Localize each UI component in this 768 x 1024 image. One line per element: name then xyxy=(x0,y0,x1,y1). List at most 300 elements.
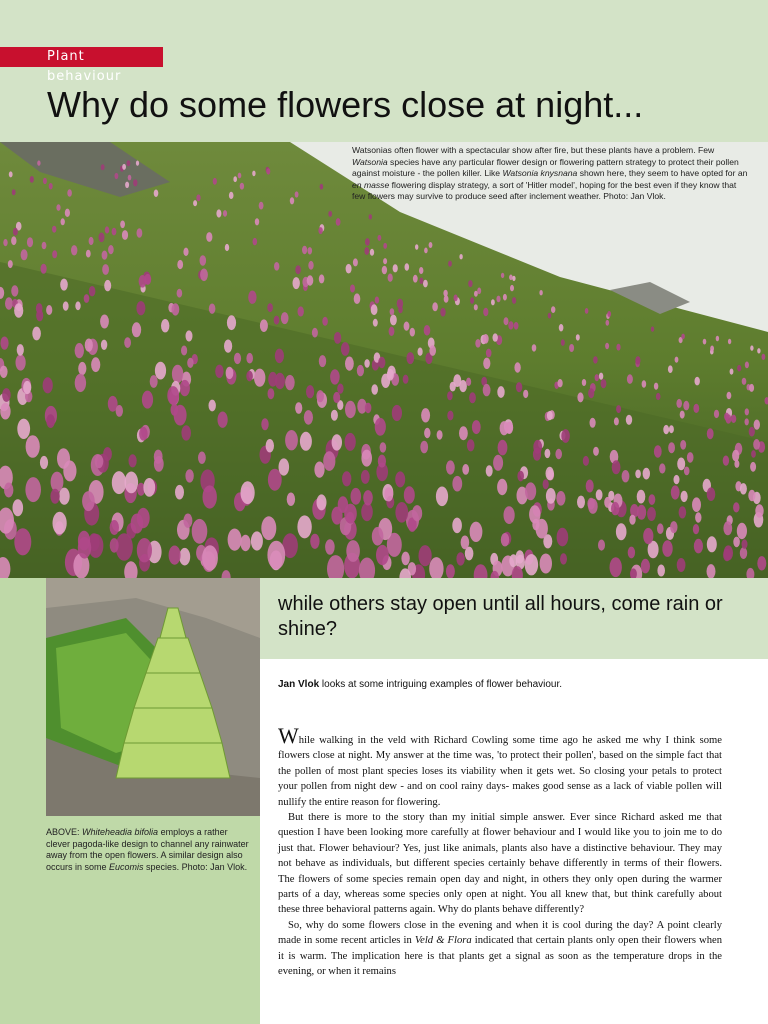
inset-caption: ABOVE: Whiteheadia bifolia employs a rather clever pagoda-like design to channel any rainwater away from the open flowers. A similar design also occurs in some Eucomis species. Photo: Jan Vlok. xyxy=(46,827,249,872)
flower-blossom xyxy=(403,375,409,384)
flower-blossom xyxy=(512,276,515,281)
flower-blossom xyxy=(576,334,580,340)
flower-blossom xyxy=(325,539,335,554)
flower-blossom xyxy=(509,554,517,567)
flower-blossom xyxy=(171,404,179,416)
flower-blossom xyxy=(493,333,498,341)
flower-blossom xyxy=(26,435,40,458)
flower-blossom xyxy=(612,460,621,474)
flower-blossom xyxy=(198,452,206,464)
flower-blossom xyxy=(643,528,653,544)
flower-blossom xyxy=(635,356,640,364)
flower-blossom xyxy=(63,301,69,310)
flower-blossom xyxy=(12,189,16,195)
flower-blossom xyxy=(468,280,472,287)
flower-blossom xyxy=(733,502,739,512)
flower-blossom xyxy=(728,339,731,344)
flower-blossom xyxy=(41,264,47,274)
flower-blossom xyxy=(304,410,313,425)
flower-blossom xyxy=(514,362,520,372)
flower-blossom xyxy=(742,539,748,549)
flower-blossom xyxy=(590,418,596,428)
flower-blossom xyxy=(126,160,130,166)
flower-blossom xyxy=(275,349,284,364)
flower-blossom xyxy=(505,422,513,434)
flower-blossom xyxy=(401,552,409,566)
flower-blossom xyxy=(365,403,372,414)
flower-blossom xyxy=(228,529,242,551)
flower-blossom xyxy=(651,326,654,331)
flower-blossom xyxy=(295,402,302,414)
flower-blossom xyxy=(670,521,677,533)
flower-blossom xyxy=(737,523,747,539)
flower-blossom xyxy=(375,418,386,436)
flower-blossom xyxy=(622,470,630,482)
flower-blossom xyxy=(693,524,699,534)
flower-blossom xyxy=(99,233,105,243)
flower-blossom xyxy=(8,260,13,268)
flower-blossom xyxy=(483,358,490,369)
flower-blossom xyxy=(627,374,633,384)
flower-blossom xyxy=(461,536,470,550)
flower-blossom xyxy=(112,471,126,494)
flower-blossom xyxy=(447,411,453,421)
flower-blossom xyxy=(657,565,665,577)
flower-blossom xyxy=(604,497,611,508)
flower-blossom xyxy=(714,410,719,418)
flower-blossom xyxy=(202,545,218,570)
flower-blossom xyxy=(100,315,109,329)
flower-blossom xyxy=(330,369,340,384)
flower-blossom xyxy=(50,489,59,504)
flower-blossom xyxy=(357,365,364,376)
flower-blossom xyxy=(104,280,111,291)
flower-blossom xyxy=(443,290,447,297)
flower-blossom xyxy=(607,311,611,317)
flower-blossom xyxy=(452,476,462,492)
flower-blossom xyxy=(13,228,18,236)
flower-blossom xyxy=(172,303,180,315)
flower-blossom xyxy=(233,176,237,182)
flower-blossom xyxy=(601,379,607,388)
flower-blossom xyxy=(295,191,299,197)
flower-blossom xyxy=(472,420,481,434)
flower-blossom xyxy=(213,178,217,185)
flower-blossom xyxy=(300,432,312,451)
article-body xyxy=(278,723,723,980)
flower-blossom xyxy=(762,354,766,360)
flower-blossom xyxy=(53,512,67,535)
flower-blossom xyxy=(216,209,221,217)
flower-blossom xyxy=(318,227,322,234)
flower-blossom xyxy=(16,354,26,370)
flower-blossom xyxy=(497,479,507,495)
flower-blossom xyxy=(755,504,763,517)
flower-blossom xyxy=(260,319,268,332)
flower-blossom xyxy=(200,269,208,282)
flower-blossom xyxy=(314,462,324,478)
flower-blossom xyxy=(274,316,280,325)
flower-blossom xyxy=(364,359,369,368)
flower-blossom xyxy=(0,337,8,350)
flower-blossom xyxy=(378,235,382,241)
flower-blossom xyxy=(512,297,516,304)
flower-blossom xyxy=(85,339,93,352)
flower-blossom xyxy=(558,379,563,387)
flower-blossom xyxy=(470,522,483,542)
flower-blossom xyxy=(447,391,453,400)
flower-blossom xyxy=(429,242,433,248)
flower-blossom xyxy=(25,477,41,502)
flower-blossom xyxy=(345,433,356,451)
flower-blossom xyxy=(259,202,264,210)
flower-blossom xyxy=(389,327,395,336)
flower-blossom xyxy=(745,418,749,425)
flower-blossom xyxy=(503,294,507,301)
flower-blossom xyxy=(61,218,65,225)
flower-blossom xyxy=(586,480,594,493)
flower-blossom xyxy=(206,232,212,242)
flower-blossom xyxy=(745,408,749,415)
flower-blossom xyxy=(46,305,52,315)
flower-blossom xyxy=(185,469,193,482)
flower-blossom xyxy=(407,352,415,364)
flower-blossom xyxy=(75,374,86,392)
flower-blossom xyxy=(287,493,295,506)
flower-blossom xyxy=(390,315,397,326)
flower-blossom xyxy=(373,319,378,327)
flower-blossom xyxy=(459,426,468,440)
flower-blossom xyxy=(333,392,340,403)
flower-blossom xyxy=(323,451,335,471)
flower-blossom xyxy=(161,319,169,332)
flower-blossom xyxy=(192,519,208,544)
flower-blossom xyxy=(681,334,685,340)
flower-blossom xyxy=(297,515,311,538)
flower-blossom xyxy=(404,322,410,331)
flower-blossom xyxy=(561,429,570,443)
flower-blossom xyxy=(637,490,646,504)
flower-blossom xyxy=(429,345,436,356)
flower-blossom xyxy=(227,315,236,330)
flower-blossom xyxy=(680,411,685,419)
flower-blossom xyxy=(588,388,594,398)
flower-blossom xyxy=(105,226,109,233)
flower-blossom xyxy=(551,306,555,313)
flower-blossom xyxy=(144,274,151,285)
flower-blossom xyxy=(412,505,422,521)
flower-blossom xyxy=(436,487,448,507)
flower-blossom xyxy=(179,548,190,566)
flower-blossom xyxy=(683,401,689,411)
flower-blossom xyxy=(120,221,125,229)
flower-blossom xyxy=(470,297,474,304)
flower-blossom xyxy=(52,250,57,258)
flower-blossom xyxy=(676,399,682,408)
flower-blossom xyxy=(23,381,31,394)
flower-blossom xyxy=(525,482,536,500)
flower-blossom xyxy=(410,328,415,337)
flower-blossom xyxy=(561,339,565,346)
flower-blossom xyxy=(498,440,508,456)
flower-blossom xyxy=(577,496,585,509)
flower-blossom xyxy=(737,365,741,372)
flower-blossom xyxy=(637,505,646,520)
flower-blossom xyxy=(707,487,716,501)
flower-blossom xyxy=(75,301,80,310)
flower-blossom xyxy=(509,275,513,281)
flower-blossom xyxy=(129,454,137,467)
flower-blossom xyxy=(112,228,117,236)
flower-blossom xyxy=(361,450,372,467)
flower-blossom xyxy=(14,528,31,555)
flower-blossom xyxy=(334,332,341,344)
flower-blossom xyxy=(57,448,70,469)
flower-blossom xyxy=(84,294,90,303)
flower-blossom xyxy=(86,250,91,258)
flower-blossom xyxy=(616,405,621,413)
flower-blossom xyxy=(628,547,635,559)
flower-blossom xyxy=(180,380,190,396)
flower-blossom xyxy=(116,405,123,417)
flower-blossom xyxy=(675,357,679,363)
flower-blossom xyxy=(9,171,13,177)
flower-blossom xyxy=(448,261,452,267)
flower-blossom xyxy=(695,377,700,386)
flower-blossom xyxy=(319,274,325,283)
flower-blossom xyxy=(4,483,13,498)
flower-blossom xyxy=(11,236,16,245)
flower-blossom xyxy=(27,237,33,247)
flower-blossom xyxy=(375,297,379,304)
flower-blossom xyxy=(238,173,242,179)
flower-blossom xyxy=(559,324,564,331)
flower-blossom xyxy=(419,267,423,274)
flower-blossom xyxy=(175,485,184,500)
flower-blossom xyxy=(611,502,619,515)
flower-blossom xyxy=(477,288,481,295)
flower-blossom xyxy=(659,463,665,473)
flower-blossom xyxy=(695,512,701,522)
flower-blossom xyxy=(172,365,183,383)
flower-blossom xyxy=(254,369,265,387)
flower-blossom xyxy=(240,183,244,190)
flower-blossom xyxy=(224,340,232,353)
flower-blossom xyxy=(351,488,362,505)
flower-blossom xyxy=(716,336,719,342)
flower-blossom xyxy=(268,388,275,399)
flower-blossom xyxy=(424,428,430,438)
flower-blossom xyxy=(361,503,373,522)
flower-blossom xyxy=(154,456,164,472)
flower-blossom xyxy=(543,479,549,489)
flower-blossom xyxy=(635,470,641,479)
flower-blossom xyxy=(654,445,662,457)
flower-blossom xyxy=(267,541,285,570)
flower-blossom xyxy=(248,291,256,304)
flower-blossom xyxy=(605,343,609,349)
flower-blossom xyxy=(60,279,68,291)
flower-blossom xyxy=(306,385,314,398)
flower-blossom xyxy=(680,440,686,450)
hero-caption: Watsonias often flower with a spectacular show after fire, but these plants have a problem. Few Watsonia species have any particular flower design or flowering pattern strategy to protect their pollen against moisture - the pollen killer. Like Watsonia knysnana shown here, they seem to have opted for an en masse flowering display strategy, a sort of 'Hitler model', hoping for the best even if they know that few flowers may survive to produce seed after inclement weather. Photo: Jan Vlok. xyxy=(352,145,748,202)
flower-blossom xyxy=(692,497,701,512)
flower-blossom xyxy=(610,557,622,577)
inset-photo xyxy=(46,578,260,816)
flower-blossom xyxy=(275,373,285,389)
flower-blossom xyxy=(67,189,72,196)
flower-blossom xyxy=(302,246,307,254)
flower-blossom xyxy=(251,531,263,550)
flower-blossom xyxy=(677,558,686,572)
flower-blossom xyxy=(393,264,398,272)
flower-blossom xyxy=(548,313,552,319)
flower-blossom xyxy=(365,238,370,246)
page-title: Why do some flowers close at night... xyxy=(47,84,644,125)
flower-blossom xyxy=(133,179,137,186)
flower-blossom xyxy=(454,295,458,302)
flower-blossom xyxy=(89,286,96,296)
flower-blossom xyxy=(137,228,143,237)
flower-blossom xyxy=(508,321,513,329)
flower-blossom xyxy=(383,243,387,249)
flower-blossom xyxy=(266,439,274,452)
flower-blossom xyxy=(540,554,552,574)
flower-blossom xyxy=(91,357,100,372)
flower-blossom xyxy=(593,356,598,363)
flower-blossom xyxy=(337,384,343,394)
flower-blossom xyxy=(384,487,393,501)
flower-blossom xyxy=(371,384,378,395)
flower-blossom xyxy=(200,255,207,266)
flower-blossom xyxy=(681,491,688,502)
flower-blossom xyxy=(21,249,28,260)
flower-blossom xyxy=(307,275,314,285)
flower-blossom xyxy=(225,244,229,251)
flower-blossom xyxy=(36,303,43,314)
flower-blossom xyxy=(751,450,756,458)
flower-blossom xyxy=(616,523,627,540)
flower-blossom xyxy=(181,346,187,356)
flower-blossom xyxy=(364,247,369,255)
flower-blossom xyxy=(125,472,139,494)
flower-blossom xyxy=(420,441,428,454)
flower-blossom xyxy=(629,515,635,525)
flower-blossom xyxy=(43,377,53,393)
flower-blossom xyxy=(517,471,524,482)
flower-blossom xyxy=(415,244,418,250)
flower-blossom xyxy=(241,481,255,504)
flower-blossom xyxy=(177,260,183,269)
paragraph: So, why do some flowers close in the evening and when it is cool during the day? A point clearly made in some recent articles in Veld & Flora indicated that certain plants only open their flowers when it is warm. The implication here is that plants get a signal as soon as the temperature drops in the evening, or when it remains xyxy=(278,919,723,978)
flower-blossom xyxy=(12,499,23,516)
flower-blossom xyxy=(78,362,86,375)
flower-blossom xyxy=(687,452,694,463)
flower-blossom xyxy=(395,502,408,523)
flower-blossom xyxy=(547,411,553,420)
flower-blossom xyxy=(136,161,139,166)
flower-blossom xyxy=(279,458,290,475)
flower-blossom xyxy=(606,320,610,326)
flower-blossom xyxy=(483,308,488,316)
flower-blossom xyxy=(344,504,357,524)
flower-blossom xyxy=(295,265,301,274)
flower-blossom xyxy=(749,384,754,392)
flower-blossom xyxy=(78,531,90,551)
flower-blossom xyxy=(11,285,18,296)
flower-blossom xyxy=(733,537,740,548)
flower-blossom xyxy=(677,458,685,471)
flower-blossom xyxy=(193,200,197,206)
flower-blossom xyxy=(274,262,279,271)
flower-blossom xyxy=(376,545,389,565)
flower-blossom xyxy=(395,471,405,487)
flower-blossom xyxy=(361,470,370,484)
paragraph: But there is more to the story than my initial simple answer. Ever since Richard asked me that question I have been looking more carefully at flower behaviour and I would like you to join me to do just that. Flower behaviour? Yes, just like animals, plants also have a distinctive behaviour. They may not behave as individuals, but different species certainly behave differently in terms of their flowers. The flowers of some species remain open day and night, in others they only open during the warmer parts of a day, whereas some species only open at night. You all knew that, but think carefully about these three behavioral patterns again. Why do plants behave differently? xyxy=(278,812,722,916)
flower-blossom xyxy=(525,554,538,575)
flower-blossom xyxy=(308,247,313,254)
flower-blossom xyxy=(155,362,166,380)
flower-blossom xyxy=(657,523,664,534)
flower-blossom xyxy=(596,489,603,500)
flower-blossom xyxy=(101,164,105,170)
flower-blossom xyxy=(504,317,509,325)
flower-blossom xyxy=(679,506,687,518)
flower-blossom xyxy=(2,388,11,402)
flower-blossom xyxy=(577,392,583,402)
flower-blossom xyxy=(40,456,48,469)
flower-blossom xyxy=(533,440,542,454)
flower-blossom xyxy=(757,348,760,353)
flower-blossom xyxy=(122,164,126,170)
flower-blossom xyxy=(298,306,304,316)
flower-blossom xyxy=(89,237,94,245)
flower-blossom xyxy=(437,430,443,440)
flower-blossom xyxy=(668,442,675,453)
flower-blossom xyxy=(341,342,350,356)
flower-blossom xyxy=(382,266,387,275)
flower-blossom xyxy=(745,362,749,369)
flower-blossom xyxy=(183,248,188,256)
flower-blossom xyxy=(56,204,60,211)
flower-blossom xyxy=(587,498,594,510)
flower-blossom xyxy=(421,408,430,422)
flower-blossom xyxy=(101,340,107,350)
flower-blossom xyxy=(475,339,480,348)
section-tag: Plant behaviour xyxy=(0,47,163,67)
flower-blossom xyxy=(546,467,554,480)
flower-blossom xyxy=(52,226,56,233)
flower-blossom xyxy=(532,344,537,351)
flower-blossom xyxy=(446,460,455,474)
flower-blossom xyxy=(424,248,428,254)
flower-blossom xyxy=(226,367,234,379)
flower-blossom xyxy=(167,386,179,405)
flower-blossom xyxy=(266,168,270,174)
flower-blossom xyxy=(3,239,7,246)
flower-blossom xyxy=(285,375,295,390)
flower-blossom xyxy=(749,427,755,437)
flower-blossom xyxy=(267,303,273,312)
flower-blossom xyxy=(483,334,489,344)
flower-blossom xyxy=(345,401,356,418)
flower-blossom xyxy=(493,455,503,471)
flower-blossom xyxy=(124,337,131,348)
flower-blossom xyxy=(17,419,30,439)
flower-blossom xyxy=(516,382,522,392)
flower-blossom xyxy=(246,371,253,382)
flower-blossom xyxy=(43,178,47,184)
